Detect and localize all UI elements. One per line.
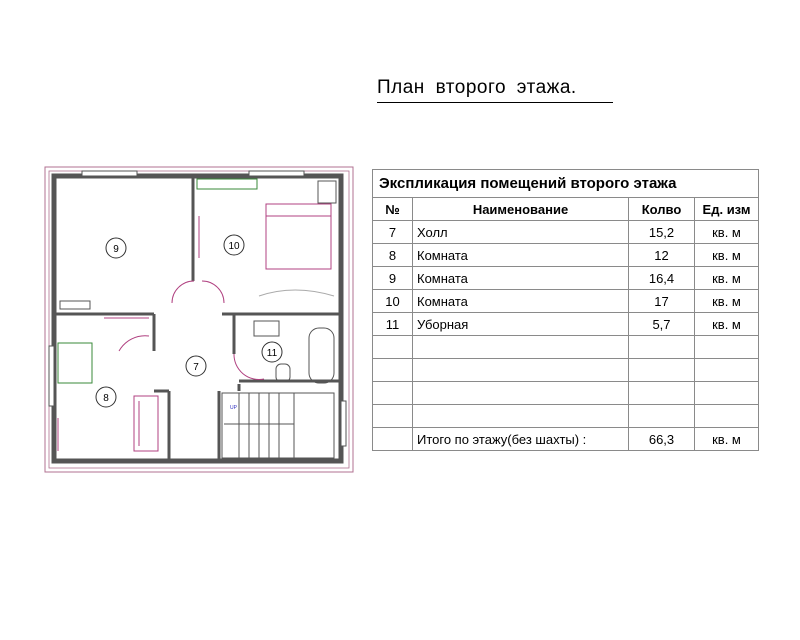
table-header-row — [373, 198, 759, 221]
cell-unit: кв. м — [695, 244, 759, 267]
cell-name: Холл — [413, 221, 629, 244]
cell-name — [413, 382, 629, 405]
closet-curve — [259, 290, 334, 296]
interior-walls — [54, 176, 339, 461]
cell-num: 7 — [373, 221, 413, 244]
cell-qty: 12 — [629, 244, 695, 267]
cell-unit: кв. м — [695, 221, 759, 244]
table-caption: Экспликация помещений второго этажа — [373, 170, 759, 198]
cell-num: 8 — [373, 244, 413, 267]
cell-unit: кв. м — [695, 290, 759, 313]
cell-qty: 16,4 — [629, 267, 695, 290]
cell-unit — [695, 382, 759, 405]
cell-num: 9 — [373, 267, 413, 290]
cell-num — [373, 336, 413, 359]
table-row — [373, 336, 759, 359]
stairs — [222, 393, 334, 458]
cell-name — [413, 405, 629, 428]
room-label-11: 11 — [266, 348, 278, 359]
room-label-9: 9 — [113, 244, 119, 255]
table-row — [373, 313, 759, 336]
table-row — [373, 290, 759, 313]
room-label-8: 8 — [103, 393, 109, 404]
cell-name: Комната — [413, 290, 629, 313]
table-row — [373, 221, 759, 244]
cell-num — [373, 359, 413, 382]
table-row — [373, 405, 759, 428]
cell-num: 10 — [373, 290, 413, 313]
total-qty: 66,3 — [629, 428, 695, 451]
header-unit: Ед. изм — [695, 198, 759, 221]
table-row — [373, 267, 759, 290]
cell-qty — [629, 382, 695, 405]
cell-unit: кв. м — [695, 267, 759, 290]
table-row — [373, 244, 759, 267]
cell-qty — [629, 336, 695, 359]
shelf — [197, 179, 257, 189]
outer-frame — [45, 167, 353, 472]
cell-unit: кв. м — [695, 313, 759, 336]
walls — [54, 176, 341, 461]
cell-name — [413, 359, 629, 382]
room-label-10: 10 — [228, 241, 240, 252]
cell-qty — [629, 405, 695, 428]
floor-plan — [44, 166, 354, 476]
sofa — [134, 396, 158, 451]
cell-unit — [695, 405, 759, 428]
room-label-7: 7 — [193, 362, 199, 373]
cell-name: Уборная — [413, 313, 629, 336]
header-num: № — [373, 198, 413, 221]
cell-name: Комната — [413, 244, 629, 267]
total-unit: кв. м — [695, 428, 759, 451]
windows — [49, 171, 346, 446]
table-row — [373, 382, 759, 405]
cell-qty — [629, 359, 695, 382]
cell-num — [373, 405, 413, 428]
explication-table — [372, 169, 759, 451]
cell-num — [373, 382, 413, 405]
cell-qty: 15,2 — [629, 221, 695, 244]
cell-unit — [695, 336, 759, 359]
cell-name: Комната — [413, 267, 629, 290]
cell-name — [413, 336, 629, 359]
stair-label: UP — [230, 405, 237, 411]
total-num — [373, 428, 413, 451]
title-underline — [377, 102, 613, 103]
desk — [58, 343, 92, 383]
table-row — [373, 359, 759, 382]
header-qty: Колво — [629, 198, 695, 221]
cell-unit — [695, 359, 759, 382]
bed-9-shelf — [60, 301, 90, 309]
header-name: Наименование — [413, 198, 629, 221]
total-label: Итого по этажу(без шахты) : — [413, 428, 629, 451]
cell-qty: 17 — [629, 290, 695, 313]
bed — [266, 204, 331, 269]
total-row — [373, 428, 759, 451]
cell-num: 11 — [373, 313, 413, 336]
cell-qty: 5,7 — [629, 313, 695, 336]
wardrobe — [318, 181, 336, 203]
plan-title: План второго этажа. — [377, 77, 577, 98]
